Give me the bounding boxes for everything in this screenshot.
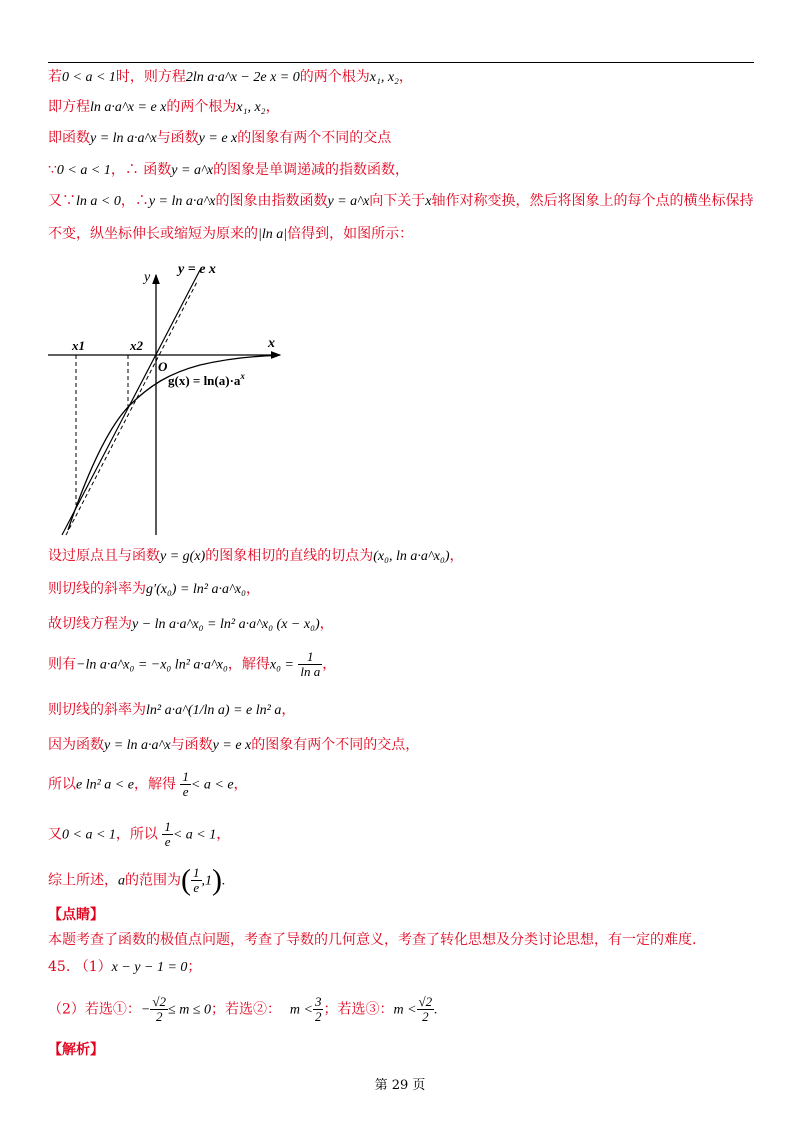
fraction-3-2: $\frac{3}{2}$ <box>314 994 322 1024</box>
fraction-sqrt2-b: $\frac{√2}{2}$ <box>418 994 433 1024</box>
solution-line-2: 即方程ln a·a^x = e x的两个根为x₁, x₂， <box>48 99 280 115</box>
solution-line-7: 设过原点且与函数y = g(x)的图象相切的直线的切点为(x₀, ln a·a^x₀)， <box>48 548 464 564</box>
solution-line-15: 综上所述，a的范围为( $\frac{1}{e}$ ,1). <box>48 863 226 897</box>
graph-figure <box>40 255 300 540</box>
top-rule <box>48 62 754 63</box>
q45-part1: 45. （1）x − y − 1 = 0； <box>48 959 202 975</box>
solution-line-8: 则切线的斜率为g′(x₀) = ln² a·a^x₀， <box>48 581 260 597</box>
analysis-heading: 【解析】 <box>48 1042 104 1058</box>
fraction-1-e-a: $\frac{1}{e}$ <box>182 769 189 799</box>
fraction-1-e-b: $\frac{1}{e}$ <box>164 819 171 849</box>
comment-heading: 【点睛】 <box>48 907 104 923</box>
solution-line-5: 又∵ln a < 0，∴y = ln a·a^x的图象由指数函数y = a^x向下关于x轴作对称变换，然后将图象上的每个点的横坐标保持 <box>48 193 754 209</box>
solution-line-12: 因为函数y = ln a·a^x与函数y = e x的图象有两个不同的交点， <box>48 737 420 753</box>
x1-label: x1 <box>72 338 85 353</box>
x-axis-label: x <box>268 336 275 351</box>
tangent-line <box>66 280 198 535</box>
curve-label: $g(x) = \ln(a)\cdot a^x$ <box>168 371 245 388</box>
solution-line-6: 不变，纵坐标伸长或缩短为原来的|ln a|倍得到，如图所示： <box>48 226 414 242</box>
solution-line-14: 又0 < a < 1，所以 $\frac{1}{e}$ < a < 1， <box>48 819 231 849</box>
origin-label: O <box>158 359 168 374</box>
solution-line-10: 则有−ln a·a^x₀ = −x₀ ln² a·a^x₀，解得x₀ = $\frac{1}{\text{ln a}}$ ， <box>48 649 337 679</box>
solution-line-11: 则切线的斜率为ln² a·a^(1/ln a) = e ln² a， <box>48 702 296 718</box>
line-label: y = e x <box>178 262 216 277</box>
solution-line-1: 若0 < a < 1时，则方程2ln a·a^x − 2e x = 0的两个根为x₁, x₂， <box>48 69 413 85</box>
solution-line-4: ∵0 < a < 1，∴ 函数y = a^x的图象是单调递减的指数函数， <box>48 162 410 178</box>
fraction-range: $\frac{1}{e}$ <box>193 865 200 895</box>
line-y-ex <box>62 270 200 535</box>
solution-line-13: 所以e ln² a < e，解得 $\frac{1}{e}$ < a < e， <box>48 769 248 799</box>
solution-line-3: 即函数y = ln a·a^x与函数y = e x的图象有两个不同的交点 <box>48 130 392 146</box>
q45-part2: （2）若选①：− $\frac{√2}{2}$ ≤ m ≤ 0；若选②： m < $\frac{3}{2}$ ；若选③：m < $\frac{√2}{2}$ . <box>48 994 438 1024</box>
solution-line-9: 故切线方程为y − ln a·a^x₀ = ln² a·a^x₀ (x − x₀)， <box>48 616 334 632</box>
fraction-sqrt2-a: $\frac{√2}{2}$ <box>152 994 167 1024</box>
comment-body: 本题考查了函数的极值点问题，考查了导数的几何意义，考查了转化思想及分类讨论思想，有一定的难度. <box>48 932 697 948</box>
x2-label: x2 <box>130 338 143 353</box>
fraction-x0: $\frac{1}{\text{ln a}}$ <box>300 649 321 679</box>
graph-svg <box>40 255 300 540</box>
page-footer: 第 29 页 <box>374 1078 426 1093</box>
y-axis-label: y <box>144 270 151 285</box>
